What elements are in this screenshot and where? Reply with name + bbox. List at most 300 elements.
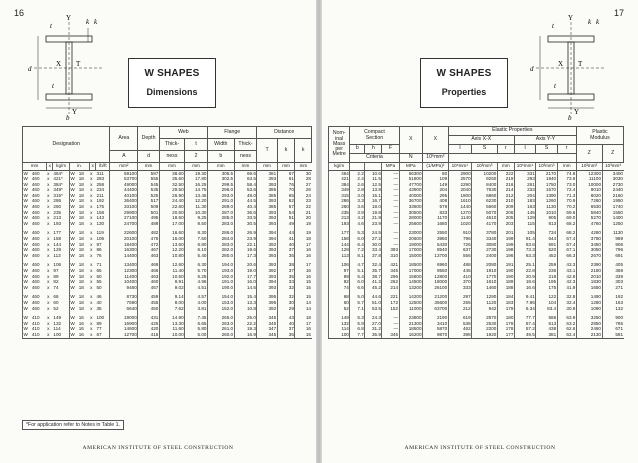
table-cell: 190 <box>497 274 514 280</box>
table-cell: 30.0 <box>365 242 382 248</box>
table-cell: 114 <box>329 327 350 333</box>
table-cell: 32.8 <box>557 295 576 301</box>
table-cell: 25600 <box>399 221 423 227</box>
table-cell: W <box>69 295 78 301</box>
table-cell: 2190 <box>423 316 449 322</box>
table-cell: 385 <box>257 193 277 199</box>
table-cell: x <box>47 253 50 258</box>
table-cell: 14 <box>295 306 312 312</box>
table-cell: 9.41 <box>514 295 535 301</box>
table-cell: 74 <box>53 285 59 290</box>
table-cell: 203 <box>497 221 514 227</box>
table-cell: 9.25 <box>185 216 208 222</box>
table-cell: 315* <box>53 193 63 198</box>
table-cell: 2730 <box>602 182 624 188</box>
header-x1-unit: N <box>399 154 423 163</box>
table-cell: 5070 <box>472 210 498 216</box>
unit-cell: MPa <box>399 163 423 171</box>
table-cell: 7.50 <box>185 237 208 243</box>
table-cell: — <box>382 321 399 327</box>
table-cell: x <box>90 253 93 258</box>
unit-cell: 10³mm³ <box>536 163 557 171</box>
unit-cell: mm <box>159 163 184 171</box>
table-cell: 586 <box>536 316 557 322</box>
table-cell: W <box>69 306 78 312</box>
table-cell: 18 <box>78 279 84 285</box>
table-cell: 158 <box>329 237 350 243</box>
table-cell: 5.00 <box>185 332 208 338</box>
table-cell: 5840 <box>576 210 602 216</box>
table-cell: 460 <box>31 247 40 253</box>
table-cell: 8.50 <box>185 221 208 227</box>
table-cell: 70 <box>277 188 295 194</box>
table-cell: 35 <box>96 306 102 311</box>
table-cell: 1270 <box>448 210 472 216</box>
table-cell: 14200 <box>399 295 423 301</box>
table-cell: 74.8 <box>557 171 576 177</box>
table-cell: 619 <box>448 316 472 322</box>
table-cell: 130 <box>96 221 105 226</box>
table-cell: x <box>90 204 93 210</box>
table-cell: 43 <box>277 316 295 322</box>
table-cell: 73.0 <box>557 182 576 188</box>
table-cell: 129 <box>514 216 535 222</box>
table-cell: 18 <box>78 198 84 204</box>
table-cell: 63.5 <box>234 177 257 183</box>
header-web-thickness: Thick- <box>159 139 184 151</box>
table-cell: 190.0 <box>207 285 234 291</box>
table-cell: 48.0 <box>234 193 257 199</box>
table-cell: 35 <box>277 253 295 259</box>
table-cell: x <box>47 193 50 198</box>
table-cell: 234 <box>96 187 105 193</box>
table-cell: 4.57 <box>185 295 208 301</box>
table-cell: 63.2 <box>557 321 576 327</box>
table-cell: 469 <box>138 263 160 269</box>
table-cell: 204 <box>514 193 535 199</box>
table-cell: 144 <box>53 242 62 247</box>
table-cell: 302.5 <box>207 177 234 183</box>
table-cell: 460 <box>31 274 40 279</box>
table-cell: 16 <box>78 332 89 338</box>
table-cell: 581 <box>602 332 624 338</box>
table-cell: 3.9 <box>350 210 365 216</box>
table-cell: 40 <box>277 321 295 327</box>
table-cell: 35 <box>277 274 295 280</box>
table-cell: 97 <box>329 269 350 275</box>
table-cell: 69.6 <box>557 210 576 216</box>
table-cell: 29900 <box>110 210 138 216</box>
table-cell: W <box>69 199 78 205</box>
table-cell: 393 <box>257 199 277 205</box>
table-cell: 37 <box>277 248 295 254</box>
table-cell: 62 <box>277 199 295 205</box>
table-cell: 310 <box>382 253 399 259</box>
table-cell: 392 <box>257 269 277 275</box>
header-web: Web <box>159 127 207 139</box>
table-cell: 35 <box>277 332 295 338</box>
table-cell: 7.7 <box>350 332 365 338</box>
table-cell: 18 <box>78 262 84 268</box>
table-cell: 21300 <box>399 321 423 327</box>
table-cell: — <box>382 231 399 237</box>
table-cell: 26 <box>295 188 312 194</box>
table-cell: 5.3 <box>350 316 365 322</box>
table-cell: 285.0 <box>207 216 234 222</box>
table-cell: 460 <box>31 193 40 198</box>
table-cell: 2010 <box>576 274 602 280</box>
table-cell: 942 <box>472 306 498 312</box>
table-cell: x <box>47 198 50 204</box>
table-cell: 2870 <box>472 316 498 322</box>
table-cell: 235 <box>53 210 62 215</box>
table-cell: W <box>69 253 78 259</box>
table-cell: x <box>47 279 50 285</box>
table-cell: 2730 <box>472 248 498 254</box>
table-cell: 13.8 <box>365 188 382 194</box>
table-cell: 4.6 <box>350 221 365 227</box>
header-area-symbol: A <box>110 151 138 163</box>
table-cell: 467 <box>138 248 160 254</box>
table-cell: 25.1 <box>514 263 535 269</box>
table-cell: 15000 <box>399 253 423 259</box>
table-cell: 260 <box>329 205 350 211</box>
table-cell: 199 <box>497 242 514 248</box>
table-cell: 191 <box>497 263 514 269</box>
table-cell: 201 <box>497 231 514 237</box>
table-cell: 460 <box>31 187 40 193</box>
table-row <box>23 332 312 338</box>
table-cell: 69.6 <box>234 171 257 177</box>
page-title-right: W SHAPES <box>436 68 492 79</box>
table-cell: W <box>23 285 32 291</box>
table-cell: 42.3 <box>557 280 576 286</box>
table-cell: 591 <box>536 242 557 248</box>
table-cell: — <box>382 210 399 216</box>
table-cell: 16.0 <box>234 280 257 286</box>
table-cell: 62.4 <box>557 332 576 338</box>
table-cell: 18 <box>78 247 84 253</box>
table-cell: 18500 <box>399 263 423 269</box>
table-cell: 52 <box>53 306 59 311</box>
table-cell: 25.0 <box>234 316 257 322</box>
label-k-right: k <box>588 18 592 26</box>
table-cell: 89 <box>53 274 59 279</box>
label-x: X <box>56 60 62 68</box>
table-cell: 40 <box>277 242 295 248</box>
unit-cell: x <box>90 163 96 171</box>
table-cell: 149 <box>423 182 449 188</box>
table-cell: 14.5 <box>234 285 257 291</box>
units-row <box>329 163 624 171</box>
table-cell: 5.3 <box>350 231 365 237</box>
table-cell: W <box>23 274 32 280</box>
table-cell: 4.00 <box>185 300 208 306</box>
table-cell: 5.40 <box>185 253 208 259</box>
table-cell: W <box>23 177 32 183</box>
table-cell: W <box>23 269 32 275</box>
table-cell: W <box>23 300 32 306</box>
table-cell: 393 <box>257 210 277 216</box>
table-cell: 44400 <box>110 188 138 194</box>
table-cell: 82 <box>53 279 59 285</box>
table-cell: 16 <box>295 248 312 254</box>
table-cell: 460 <box>31 176 40 182</box>
table-cell: 163 <box>602 300 624 306</box>
table-cell: 1130 <box>536 205 557 211</box>
table-cell: 153.0 <box>207 300 234 306</box>
table-cell: 525 <box>138 193 160 199</box>
header-x1: X <box>399 127 423 154</box>
table-cell: 303 <box>602 280 624 286</box>
table-cell: 18 <box>78 242 84 247</box>
table-cell: W <box>69 182 78 188</box>
table-cell: 27100 <box>110 216 138 222</box>
table-cell: 132 <box>329 321 350 327</box>
table-cell: 5.7 <box>350 300 365 306</box>
table-cell: x <box>90 306 93 311</box>
table-cell: x <box>90 294 93 300</box>
table-cell: 1130 <box>602 231 624 237</box>
table-cell: 305.5 <box>207 171 234 177</box>
table-cell: 910 <box>448 231 472 237</box>
table-cell: x <box>90 230 93 236</box>
table-cell: 489 <box>138 221 160 227</box>
table-cell: 2040 <box>448 188 472 194</box>
table-cell: 68.2 <box>557 221 576 227</box>
table-cell: W <box>23 332 32 338</box>
table-cell: 2.6 <box>350 182 365 188</box>
table-cell: 5.1 <box>350 269 365 275</box>
table-cell: 3.0 <box>350 193 365 199</box>
table-cell: 149 <box>53 315 62 321</box>
table-cell: 97 <box>53 268 59 273</box>
table-cell: 9460 <box>110 285 138 291</box>
table-cell: 394 <box>257 231 277 237</box>
table-cell: 15 <box>295 280 312 286</box>
table-cell: 13200 <box>399 285 423 291</box>
table-cell: x <box>90 247 93 253</box>
table-cell: 1290 <box>472 295 498 301</box>
table-cell: 472 <box>138 242 160 248</box>
table-cell: x <box>90 221 93 226</box>
table-cell: 7.96 <box>514 300 535 306</box>
table-cell: 345 <box>257 321 277 327</box>
table-cell: 287.0 <box>207 210 234 216</box>
table-cell: 17 <box>295 242 312 248</box>
table-cell: 27.2 <box>365 237 382 243</box>
header-criteria-h: h <box>365 145 382 154</box>
table-cell: 68 <box>53 294 59 300</box>
table-cell: W <box>69 285 78 291</box>
table-cell: 394 <box>257 237 277 243</box>
table-cell: 271 <box>602 285 624 291</box>
table-cell: W <box>23 321 32 327</box>
label-d: d <box>28 65 32 73</box>
table-cell: 393 <box>257 274 277 280</box>
table-cell: 18.6 <box>514 280 535 286</box>
table-cell: 1680 <box>423 221 449 227</box>
table-cell: W <box>69 248 78 254</box>
table-cell: 796 <box>602 248 624 254</box>
table-cell: 192 <box>602 295 624 301</box>
table-cell: x <box>90 332 96 338</box>
table-cell: 501 <box>138 210 160 216</box>
table-cell: 345 <box>257 316 277 322</box>
table-cell: W <box>69 263 78 269</box>
table-cell: 408 <box>423 199 449 205</box>
table-cell: 211 <box>96 193 104 198</box>
table-cell: W <box>69 274 78 280</box>
page-subtitle-left: Dimensions <box>146 87 198 97</box>
table-cell: 19.30 <box>185 171 208 177</box>
table-cell: 460 <box>138 280 160 286</box>
table-cell: 10.50 <box>159 274 184 280</box>
table-cell: 460 <box>31 221 40 226</box>
table-cell: 8.00 <box>159 300 184 306</box>
table-cell: 31.2 <box>365 327 382 333</box>
table-cell: 158 <box>53 236 62 242</box>
unit-cell: mm <box>557 163 576 171</box>
table-cell: 16 <box>78 326 84 332</box>
table-cell: — <box>382 171 399 177</box>
unit-cell: 10⁶mm⁴ <box>448 163 472 171</box>
table-cell: 10.8 <box>234 306 257 312</box>
table-cell: 1390 <box>536 193 557 199</box>
table-cell: 393 <box>257 263 277 269</box>
table-cell: 221 <box>382 295 399 301</box>
table-cell: 122 <box>536 295 557 301</box>
header-distance: Distance <box>257 127 312 139</box>
table-cell: 18 <box>78 176 84 182</box>
table-cell: x <box>90 279 93 285</box>
table-cell: 438 <box>536 327 557 333</box>
table-cell: 67 <box>96 332 110 338</box>
table-cell: 392 <box>257 242 277 248</box>
table-cell: 23.9 <box>365 221 382 227</box>
table-cell: 73.9 <box>557 177 576 183</box>
table-cell: 6.10 <box>185 248 208 254</box>
table-cell: 177 <box>53 230 62 236</box>
table-cell: W <box>23 263 32 269</box>
table-cell: 22600 <box>110 231 138 237</box>
table-cell: 22.60 <box>159 205 184 211</box>
table-cell: 199 <box>497 237 514 243</box>
header-criteria-bf: b <box>350 145 365 154</box>
table-cell: 37 <box>277 327 295 333</box>
table-cell: 345 <box>257 332 277 338</box>
label-k1-right: k <box>596 18 600 26</box>
table-cell: 18 <box>78 230 84 236</box>
table-cell: 10400 <box>110 280 138 286</box>
table-cell: 1250 <box>602 221 624 227</box>
table-cell: 192.0 <box>207 274 234 280</box>
table-cell: 466 <box>138 269 160 275</box>
table-cell: x <box>90 182 93 187</box>
table-cell: 177 <box>329 231 350 237</box>
table-cell: W <box>23 193 32 199</box>
table-row <box>329 332 624 338</box>
table-cell: 1260 <box>536 199 557 205</box>
table-cell: 68 <box>329 295 350 301</box>
table-cell: 36400 <box>110 199 138 205</box>
table-cell: x <box>47 247 50 253</box>
table-cell: 74 <box>329 285 350 291</box>
table-cell: 76 <box>277 182 295 188</box>
table-cell: 6.0 <box>350 237 365 243</box>
table-cell: 296.0 <box>207 188 234 194</box>
table-cell: 19.6 <box>234 248 257 254</box>
table-cell: W <box>23 242 32 248</box>
table-cell: 26100 <box>423 285 449 291</box>
table-cell: 333 <box>448 285 472 291</box>
table-cell: 2850 <box>576 321 602 327</box>
table-cell: 9870 <box>423 332 449 338</box>
table-cell: 460 <box>31 285 40 290</box>
unit-cell: mm <box>234 163 257 171</box>
table-cell: 18.50 <box>159 216 184 222</box>
table-cell: 2180 <box>576 269 602 275</box>
table-cell: 17.00 <box>159 221 184 227</box>
table-cell: 1650 <box>576 285 602 291</box>
unit-cell: mm² <box>110 163 138 171</box>
table-cell: 20.6 <box>234 263 257 269</box>
table-cell: 509 <box>138 205 160 211</box>
table-cell: 16 <box>295 327 312 333</box>
table-cell: 6.30 <box>185 263 208 269</box>
table-cell: 1910 <box>472 269 498 275</box>
table-cell: 18 <box>78 253 84 258</box>
table-cell: 2.4 <box>350 177 365 183</box>
table-cell: 53.6 <box>234 188 257 194</box>
table-cell: 18 <box>78 300 84 305</box>
table-cell: 18 <box>295 316 312 322</box>
table-cell: 1170 <box>423 216 449 222</box>
table-cell: 10.80 <box>159 253 184 259</box>
table-cell: x <box>47 221 50 226</box>
table-cell: 44.5 <box>234 199 257 205</box>
table-cell: 195 <box>536 280 557 286</box>
unit-cell: (1/MPa)² <box>423 163 449 171</box>
table-cell: 22.2 <box>234 321 257 327</box>
table-cell: 83.6 <box>514 242 535 248</box>
table-cell: 35600 <box>423 300 449 306</box>
table-cell: 60 <box>329 300 350 306</box>
label-k1: k <box>94 18 98 26</box>
table-cell: 30.9 <box>557 306 576 312</box>
table-cell: 370 <box>448 280 472 286</box>
table-cell: 13.3 <box>234 300 257 306</box>
table-cell: 70.2 <box>557 205 576 211</box>
table-cell: 1400 <box>602 216 624 222</box>
table-cell: 16.60 <box>159 231 184 237</box>
table-cell: 381 <box>536 332 557 338</box>
table-cell: 18 <box>78 306 84 311</box>
table-cell: 12.20 <box>185 199 208 205</box>
table-cell: 83.4 <box>536 306 557 312</box>
table-cell: 100 <box>96 315 105 321</box>
table-cell: 280.0 <box>207 253 234 259</box>
table-cell: W <box>23 210 32 216</box>
table-cell: 12.60 <box>159 263 184 269</box>
table-cell: 12300 <box>110 269 138 275</box>
table-cell: 556 <box>448 253 472 259</box>
table-cell: 7590 <box>110 300 138 306</box>
table-cell: 71.3 <box>557 193 576 199</box>
table-cell: 393 <box>257 177 277 183</box>
table-cell: 66.3 <box>557 253 576 259</box>
table-cell: 579 <box>423 205 449 211</box>
